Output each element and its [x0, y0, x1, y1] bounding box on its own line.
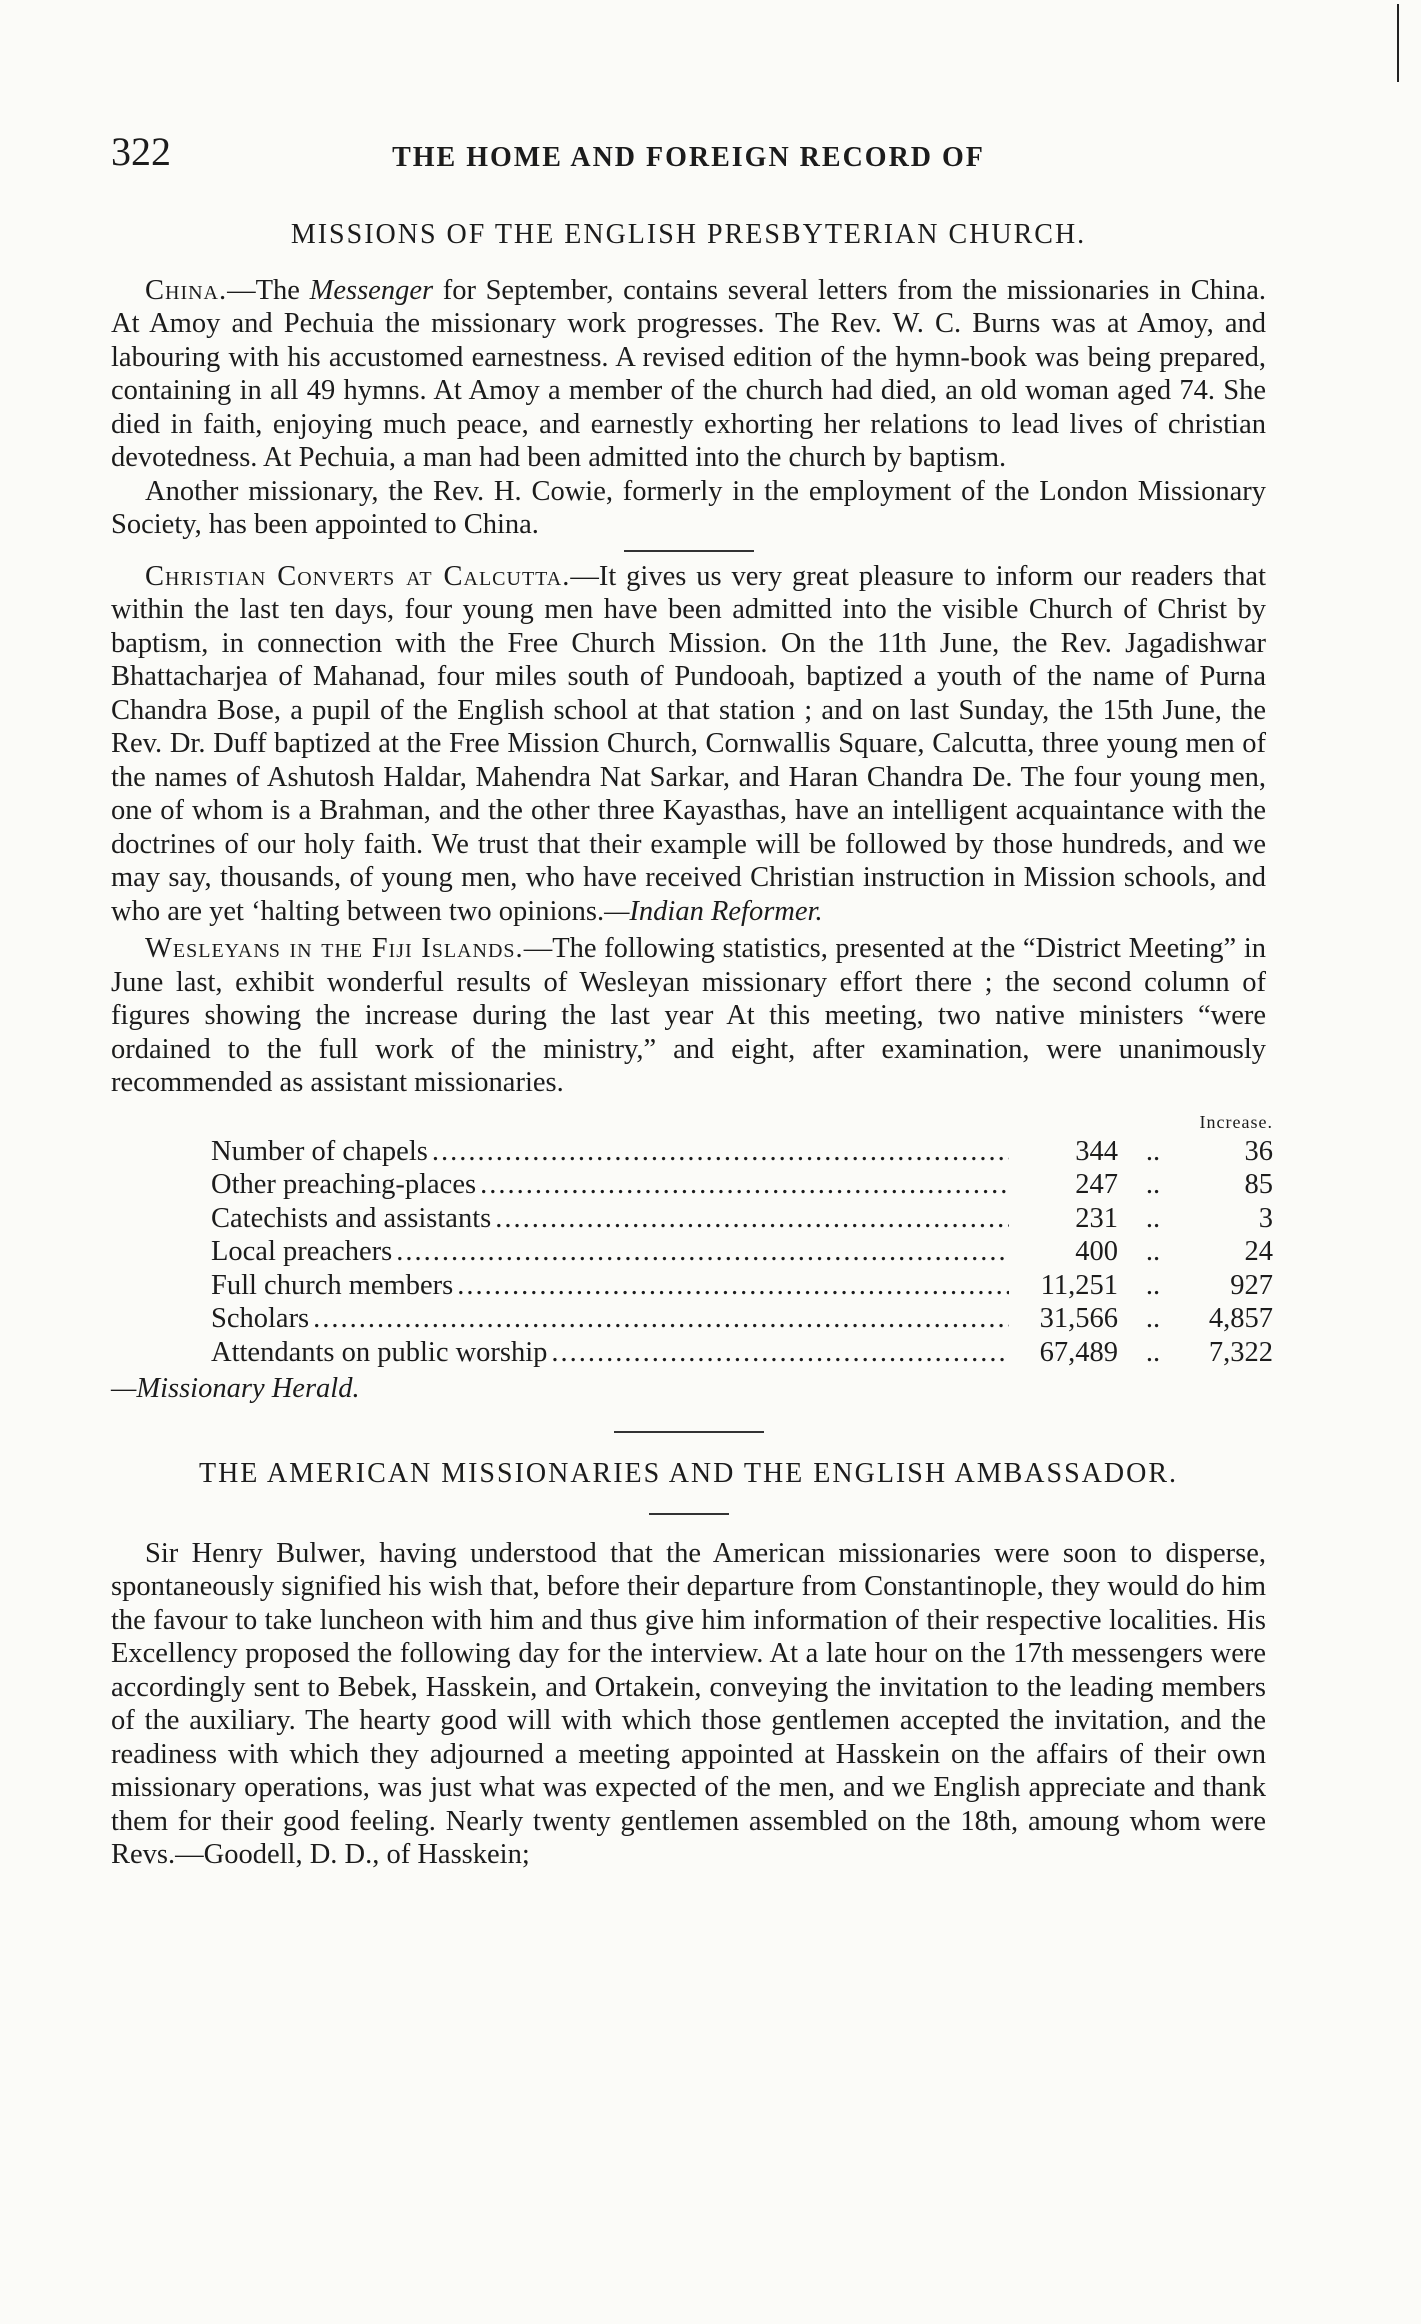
stat-separator: .. — [1145, 1202, 1161, 1234]
statistics-table — [211, 1112, 1273, 1370]
stat-increase: 7,322 — [1208, 1336, 1273, 1368]
stat-value: 67,489 — [1039, 1336, 1118, 1368]
lead-fiji: Wesleyans in the Fiji Islands. — [145, 933, 524, 965]
stat-row — [211, 1168, 1273, 1202]
page — [111, 0, 1273, 1872]
page-number: 322 — [111, 129, 171, 174]
stat-row — [211, 1302, 1273, 1336]
leader-dots — [495, 1202, 1009, 1236]
stat-label: Attendants on public worship — [211, 1336, 548, 1368]
stat-increase: 36 — [1244, 1135, 1273, 1167]
stat-value: 231 — [1075, 1202, 1118, 1234]
stat-value: 247 — [1075, 1169, 1118, 1201]
stat-separator: .. — [1145, 1336, 1161, 1368]
stat-label: Full church members — [211, 1269, 454, 1301]
stat-increase: 3 — [1258, 1202, 1273, 1234]
statistics-rows — [211, 1135, 1273, 1370]
stat-label: Number of chapels — [211, 1135, 428, 1167]
stat-label: Scholars — [211, 1303, 310, 1335]
section-title-ambassador: THE AMERICAN MISSIONARIES AND THE ENGLISH AMBASSADOR. — [198, 1458, 1178, 1490]
stat-row — [211, 1235, 1273, 1269]
stat-separator: .. — [1145, 1236, 1161, 1268]
stat-value: 11,251 — [1040, 1269, 1118, 1301]
divider — [649, 1513, 729, 1515]
increase-header: Increase. — [1199, 1111, 1273, 1132]
stat-increase: 4,857 — [1208, 1303, 1273, 1335]
stat-separator: .. — [1145, 1169, 1161, 1201]
margin-mark — [1397, 4, 1399, 82]
stat-increase: 24 — [1244, 1236, 1273, 1268]
running-head: THE HOME AND FOREIGN RECORD OF — [392, 142, 985, 173]
leader-dots — [432, 1135, 1009, 1169]
paragraph-china — [111, 274, 1266, 475]
leader-dots — [313, 1302, 1009, 1336]
paragraph-cowie: Another missionary, the Rev. H. Cowie, formerly in the employment of the London Missionary Society, has been appointed to China. — [111, 475, 1266, 541]
stat-value: 344 — [1075, 1135, 1118, 1167]
page-header — [111, 129, 1266, 192]
leader-dots — [457, 1269, 1009, 1303]
fiji-text: —The following statistics, presented at the “District Meeting” in June last, exhibit wonderful results of Wesleyan missionary effort there ; the second column of figures showing the increase during the last year At this meeting, two native ministers “were ordained to the full work of the ministry,” and eight, after examination, were unanimously recommended as assistant missionaries. — [111, 933, 1266, 1099]
section-title-missions: MISSIONS OF THE ENGLISH PRESBYTERIAN CHURCH. — [290, 219, 1087, 250]
leader-dots — [480, 1168, 1009, 1202]
paragraph-ambassador: Sir Henry Bulwer, having understood that the American missionaries were soon to disperse, spontaneously signified his wish that, before their departure from Constantinople, they would do him the favour to take luncheon with him and thus give him information of their respective localities. His Excellency proposed the following day for the interview. At a late hour on the 17th messengers were accordingly sent to Bebek, Hasskein, and Ortakein, conveying the invitation to the leading members of the auxiliary. The hearty good will with which those gentlemen accepted the invitation, and the readiness with which they adjourned a meeting appointed at Hasskein on the affairs of their own missionary operations, was just what was expected of the men, and we English appreciate and thank them for their good feeling. Nearly twenty gentlemen assembled on the 18th, amoung whom were Revs.—Goodell, D. D., of Hasskein; — [111, 1537, 1266, 1871]
paragraph-fiji — [111, 932, 1266, 1100]
stat-increase: 927 — [1230, 1269, 1273, 1301]
lead-calcutta: Christian Converts at Calcutta. — [145, 560, 571, 592]
china-text: for September, contains several letters from the missionaries in China. At Amoy and Pechuia the missionary work progresses. The Rev. W. C. Burns was at Amoy, and labouring with his accustomed earnestness. A revised edition of the hymn-book was being prepared, containing in all 49 hymns. At Amoy a member of the church had died, an old woman aged 74. She died in faith, enjoying much peace, and earnestly exhorting her relations to lead lives of christian devotedness. At Pechuia, a man had been admitted into the church by baptism. — [111, 274, 1267, 474]
stat-label: Other preaching-places — [211, 1169, 477, 1201]
stat-separator: .. — [1145, 1135, 1161, 1167]
stat-separator: .. — [1145, 1269, 1161, 1301]
divider — [614, 1431, 764, 1433]
stat-row — [211, 1135, 1273, 1169]
leader-dots — [396, 1235, 1009, 1269]
attribution-missionary-herald: —Missionary Herald. — [111, 1373, 360, 1405]
stat-value: 31,566 — [1039, 1303, 1118, 1335]
messenger-title: Messenger — [309, 274, 434, 306]
stat-row — [211, 1336, 1273, 1370]
stat-label: Catechists and assistants — [211, 1202, 492, 1234]
calcutta-text: —It gives us very great pleasure to inform our readers that within the last ten days, four young men have been admitted into the visible Church of Christ by baptism, in connection with the Free Church Mission. On the 11th June, the Rev. Jagadishwar Bhattacharjea of Mahanad, four miles south of Pundooah, baptized a youth of the name of Purna Chandra Bose, a pupil of the English school at that station ; and on last Sunday, the 15th June, the Rev. Dr. Duff baptized at the Free Mission Church, Cornwallis Square, Calcutta, three young men of the names of Ashutosh Haldar, Mahendra Nat Sarkar, and Haran Chandra De. The four young men, one of whom is a Brahman, and the other three Kayasthas, have an intelligent acquaintance with the doctrines of our holy faith. We trust that their example will be followed by those hundreds, and we may say, thousands, of young men, who have received Christian instruction in Mission schools, and who are yet ‘halting between two opinions. — [111, 560, 1266, 927]
lead-china: China. — [145, 274, 228, 306]
leader-dots — [551, 1336, 1009, 1370]
divider — [624, 550, 754, 552]
stat-increase: 85 — [1244, 1169, 1273, 1201]
china-text-start: —The — [227, 274, 310, 306]
paragraph-calcutta — [111, 560, 1266, 929]
stat-row — [211, 1202, 1273, 1236]
stat-value: 400 — [1075, 1236, 1118, 1268]
attribution-indian-reformer: —Indian Reformer. — [604, 895, 823, 927]
stat-row — [211, 1269, 1273, 1303]
stat-separator: .. — [1145, 1303, 1161, 1335]
stat-label: Local preachers — [211, 1236, 393, 1268]
